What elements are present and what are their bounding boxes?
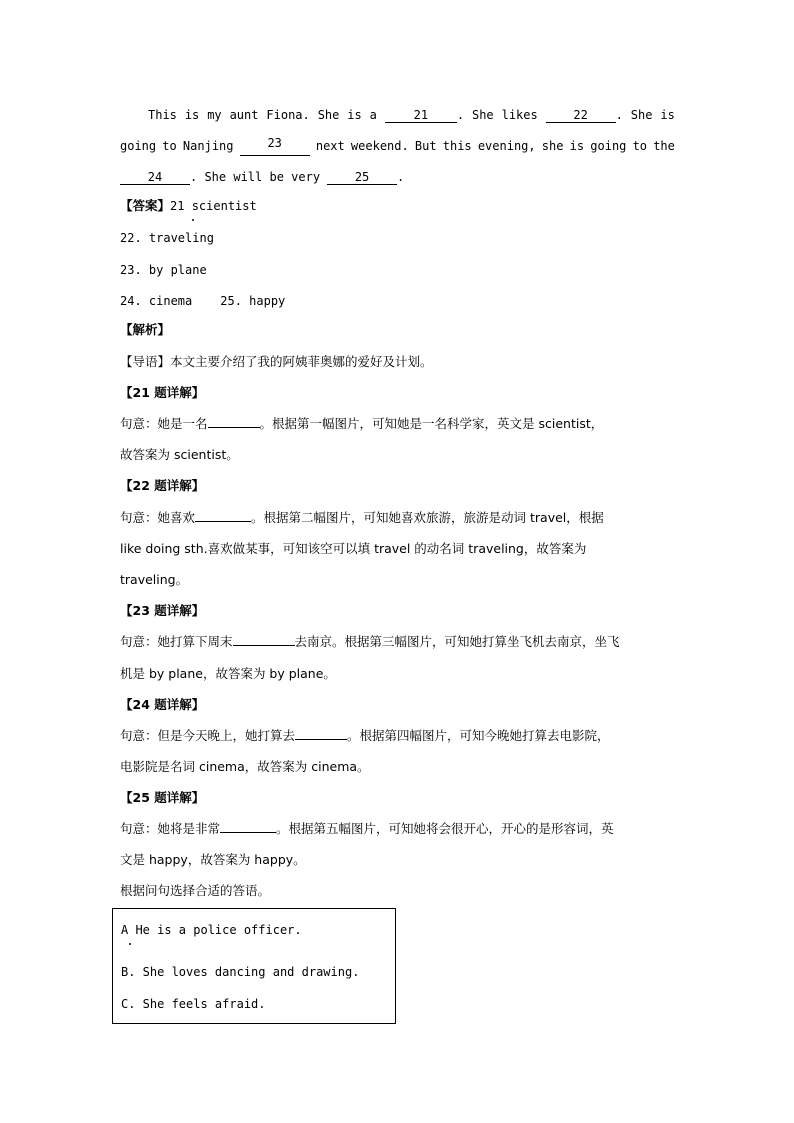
passage-word: aunt <box>229 108 259 122</box>
passage-line-3 <box>120 167 404 187</box>
passage-word: to <box>632 139 648 153</box>
blank-21: 21 <box>385 108 457 123</box>
guide-text: 【导语】本文主要介绍了我的阿姨菲奥娜的爱好及计划。 <box>120 354 433 369</box>
answer-22: 22. traveling <box>120 231 214 245</box>
q23-line-2: 机是 by plane，故答案为 by plane。 <box>120 666 336 681</box>
passage-word: But <box>414 139 437 153</box>
answer-23: 23. by plane <box>120 263 207 277</box>
answer-24-25 <box>120 291 285 311</box>
q25-line-2: 文是 happy，故答案为 happy。 <box>120 852 306 867</box>
answer-21-number: 21 <box>170 199 185 213</box>
instruction-text: 根据问句选择合适的答语。 <box>120 883 271 898</box>
passage-word: going <box>120 139 157 153</box>
passage-word: the <box>653 139 675 153</box>
passage-word: She <box>630 108 653 122</box>
q23-title: 【23 题详解】 <box>120 603 205 618</box>
q22-title: 【22 题详解】 <box>120 478 205 493</box>
blank-line <box>195 521 251 522</box>
passage-word: my <box>207 108 222 122</box>
passage-word: She <box>471 108 494 122</box>
q25-text: 。根据第五幅图片，可知她将会很开心，开心的是形容词，英 <box>276 821 614 836</box>
answer-24: 24. cinema <box>120 294 193 308</box>
q22-text: 句意：她喜欢 <box>120 510 196 525</box>
blank-line <box>295 739 347 740</box>
passage-word: is <box>347 108 362 122</box>
q22-line-1 <box>120 508 604 528</box>
passage-text: . She will be very <box>190 170 321 184</box>
passage-word: is <box>569 139 585 153</box>
q21-text: 句意：她是一名 <box>120 416 208 431</box>
q24-line-2: 电影院是名词 cinema，故答案为 cinema。 <box>120 759 370 774</box>
passage-word: next <box>315 139 345 153</box>
answer-line-1 <box>120 196 257 216</box>
passage-word: . <box>456 108 465 122</box>
q21-line-2: 故答案为 scientist。 <box>120 447 239 462</box>
options-box <box>112 908 396 1024</box>
passage-word: This <box>148 108 177 122</box>
passage-word: likes <box>501 108 538 122</box>
passage-word: weekend. <box>350 139 409 153</box>
q21-text: 。根据第一幅图片，可知她是一名科学家，英文是 scientist， <box>259 416 604 431</box>
q25-title: 【25 题详解】 <box>120 790 205 805</box>
passage-word: going <box>590 139 627 153</box>
passage-line-2 <box>120 136 675 156</box>
passage-word: She <box>317 108 340 122</box>
q24-text: 句意：但是今天晚上，她打算去 <box>120 728 296 743</box>
q23-text: 去南京。根据第三幅图片，可知她打算坐飞机去南京，坐飞 <box>294 634 620 649</box>
passage-word: . <box>615 108 623 122</box>
passage-word: she <box>541 139 564 153</box>
passage-line-1 <box>120 105 675 125</box>
q22-line-2: like doing sth.喜欢做某事，可知该空可以填 travel 的动名词 traveling，故答案为 <box>120 541 587 556</box>
answer-25: 25. happy <box>220 294 286 308</box>
q22-line-3: traveling。 <box>120 572 189 587</box>
q23-line-1 <box>120 632 620 652</box>
blank-line <box>220 832 276 833</box>
q25-text: 句意：她将是非常 <box>120 821 221 836</box>
q23-text: 句意：她打算下周末 <box>120 634 233 649</box>
passage-text: . <box>397 170 405 184</box>
dot-mark <box>192 219 194 221</box>
q24-title: 【24 题详解】 <box>120 697 205 712</box>
passage-word: Fiona. <box>266 108 310 122</box>
blank-24: 24 <box>120 170 190 185</box>
answer-label: 【答案】 <box>120 198 171 213</box>
passage-word: a <box>369 108 377 122</box>
passage-word: this <box>442 139 472 153</box>
passage-word: evening, <box>477 139 536 153</box>
blank-25: 25 <box>327 170 397 185</box>
q22-text: 。根据第二幅图片，可知她喜欢旅游，旅游是动词 travel，根据 <box>251 510 604 525</box>
option-c: C. She feels afraid. <box>121 997 266 1011</box>
passage-word: to <box>162 139 177 153</box>
analysis-label: 【解析】 <box>120 322 171 337</box>
passage-word: Nanjing <box>182 139 234 153</box>
q25-line-1 <box>120 819 614 839</box>
blank-22: 22 <box>546 108 616 123</box>
q21-line-1 <box>120 414 603 434</box>
passage-word: is <box>184 108 200 122</box>
option-b: B. She loves dancing and drawing. <box>121 965 360 979</box>
passage-word: is <box>660 108 675 122</box>
q24-text: 。根据第四幅图片，可知今晚她打算去电影院， <box>347 728 610 743</box>
q24-line-1 <box>120 726 610 746</box>
option-a: A He is a police officer. <box>121 923 302 937</box>
blank-line <box>208 427 260 428</box>
dot-mark <box>129 943 131 945</box>
q21-title: 【21 题详解】 <box>120 385 205 400</box>
blank-line <box>233 645 295 646</box>
blank-23: 23 <box>240 136 310 156</box>
answer-21-word: scientist <box>191 199 257 213</box>
